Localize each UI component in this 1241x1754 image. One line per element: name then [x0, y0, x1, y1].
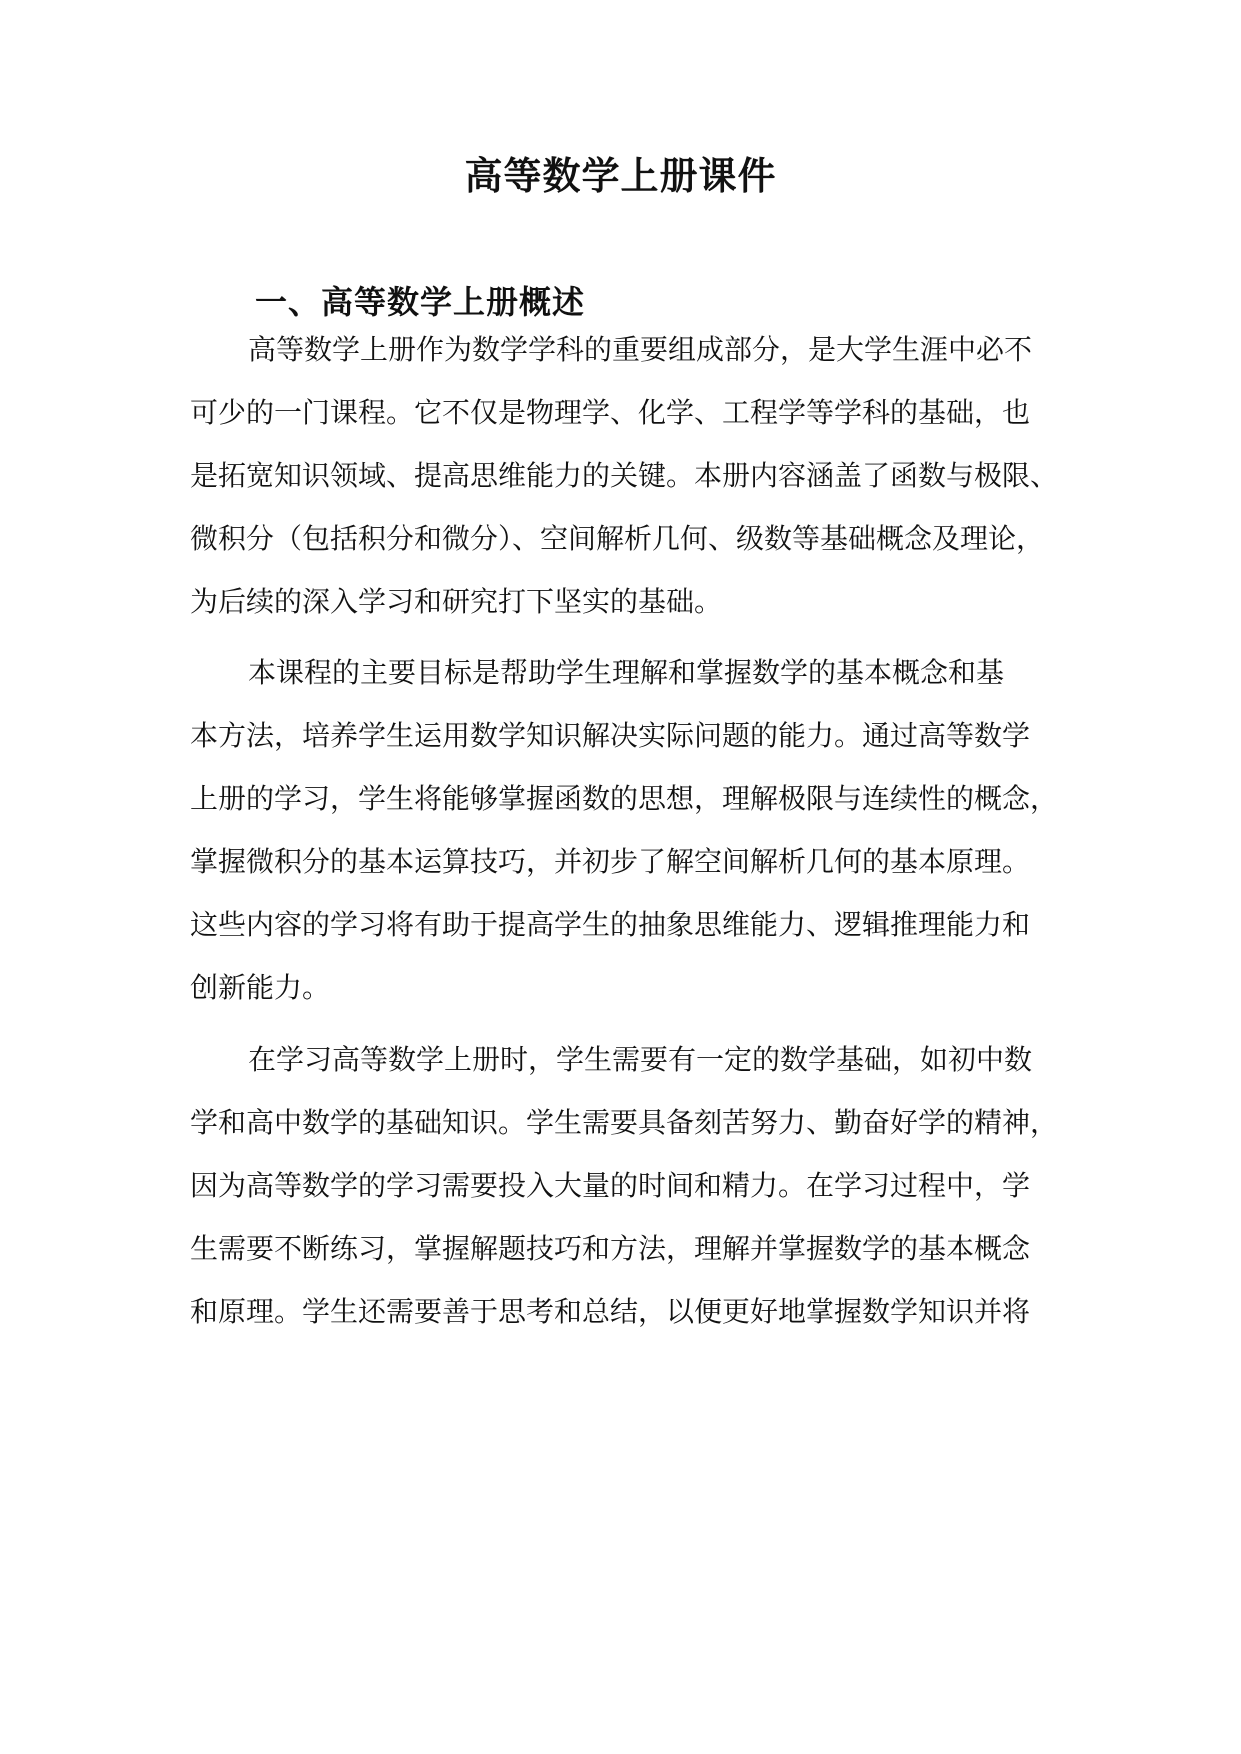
- paragraph-line: 和原理。学生还需要善于思考和总结，以便更好地掌握数学知识并将: [190, 1295, 1031, 1328]
- paragraph-line: 创新能力。: [190, 971, 331, 1004]
- paragraph-line: 掌握微积分的基本运算技巧，并初步了解空间解析几何的基本原理。: [190, 845, 1031, 878]
- section-heading: 一、高等数学上册概述: [255, 283, 586, 321]
- paragraph-line: 本方法，培养学生运用数学知识解决实际问题的能力。通过高等数学: [190, 719, 1031, 752]
- paragraph-line: 这些内容的学习将有助于提高学生的抽象思维能力、逻辑推理能力和: [190, 908, 1031, 941]
- paragraph-line: 上册的学习，学生将能够掌握函数的思想，理解极限与连续性的概念，: [190, 782, 1059, 815]
- paragraph-line: 微积分（包括积分和微分）、空间解析几何、级数等基础概念及理论，: [190, 522, 1045, 555]
- paragraph-line: 学和高中数学的基础知识。学生需要具备刻苦努力、勤奋好学的精神，: [190, 1106, 1059, 1139]
- paragraph-line: 是拓宽知识领域、提高思维能力的关键。本册内容涵盖了函数与极限、: [190, 459, 1059, 492]
- paragraph-line: 生需要不断练习，掌握解题技巧和方法，理解并掌握数学的基本概念: [190, 1232, 1031, 1265]
- paragraph-line: 为后续的深入学习和研究打下坚实的基础。: [190, 585, 723, 618]
- paragraph-line: 本课程的主要目标是帮助学生理解和掌握数学的基本概念和基: [248, 656, 1005, 689]
- paragraph-line: 在学习高等数学上册时，学生需要有一定的数学基础，如初中数: [248, 1043, 1033, 1076]
- paragraph-line: 可少的一门课程。它不仅是物理学、化学、工程学等学科的基础，也: [190, 396, 1031, 429]
- paragraph-line: 因为高等数学的学习需要投入大量的时间和精力。在学习过程中，学: [190, 1169, 1031, 1202]
- paragraph-line: 高等数学上册作为数学学科的重要组成部分，是大学生涯中必不: [248, 333, 1033, 366]
- document-title: 高等数学上册课件: [464, 153, 777, 198]
